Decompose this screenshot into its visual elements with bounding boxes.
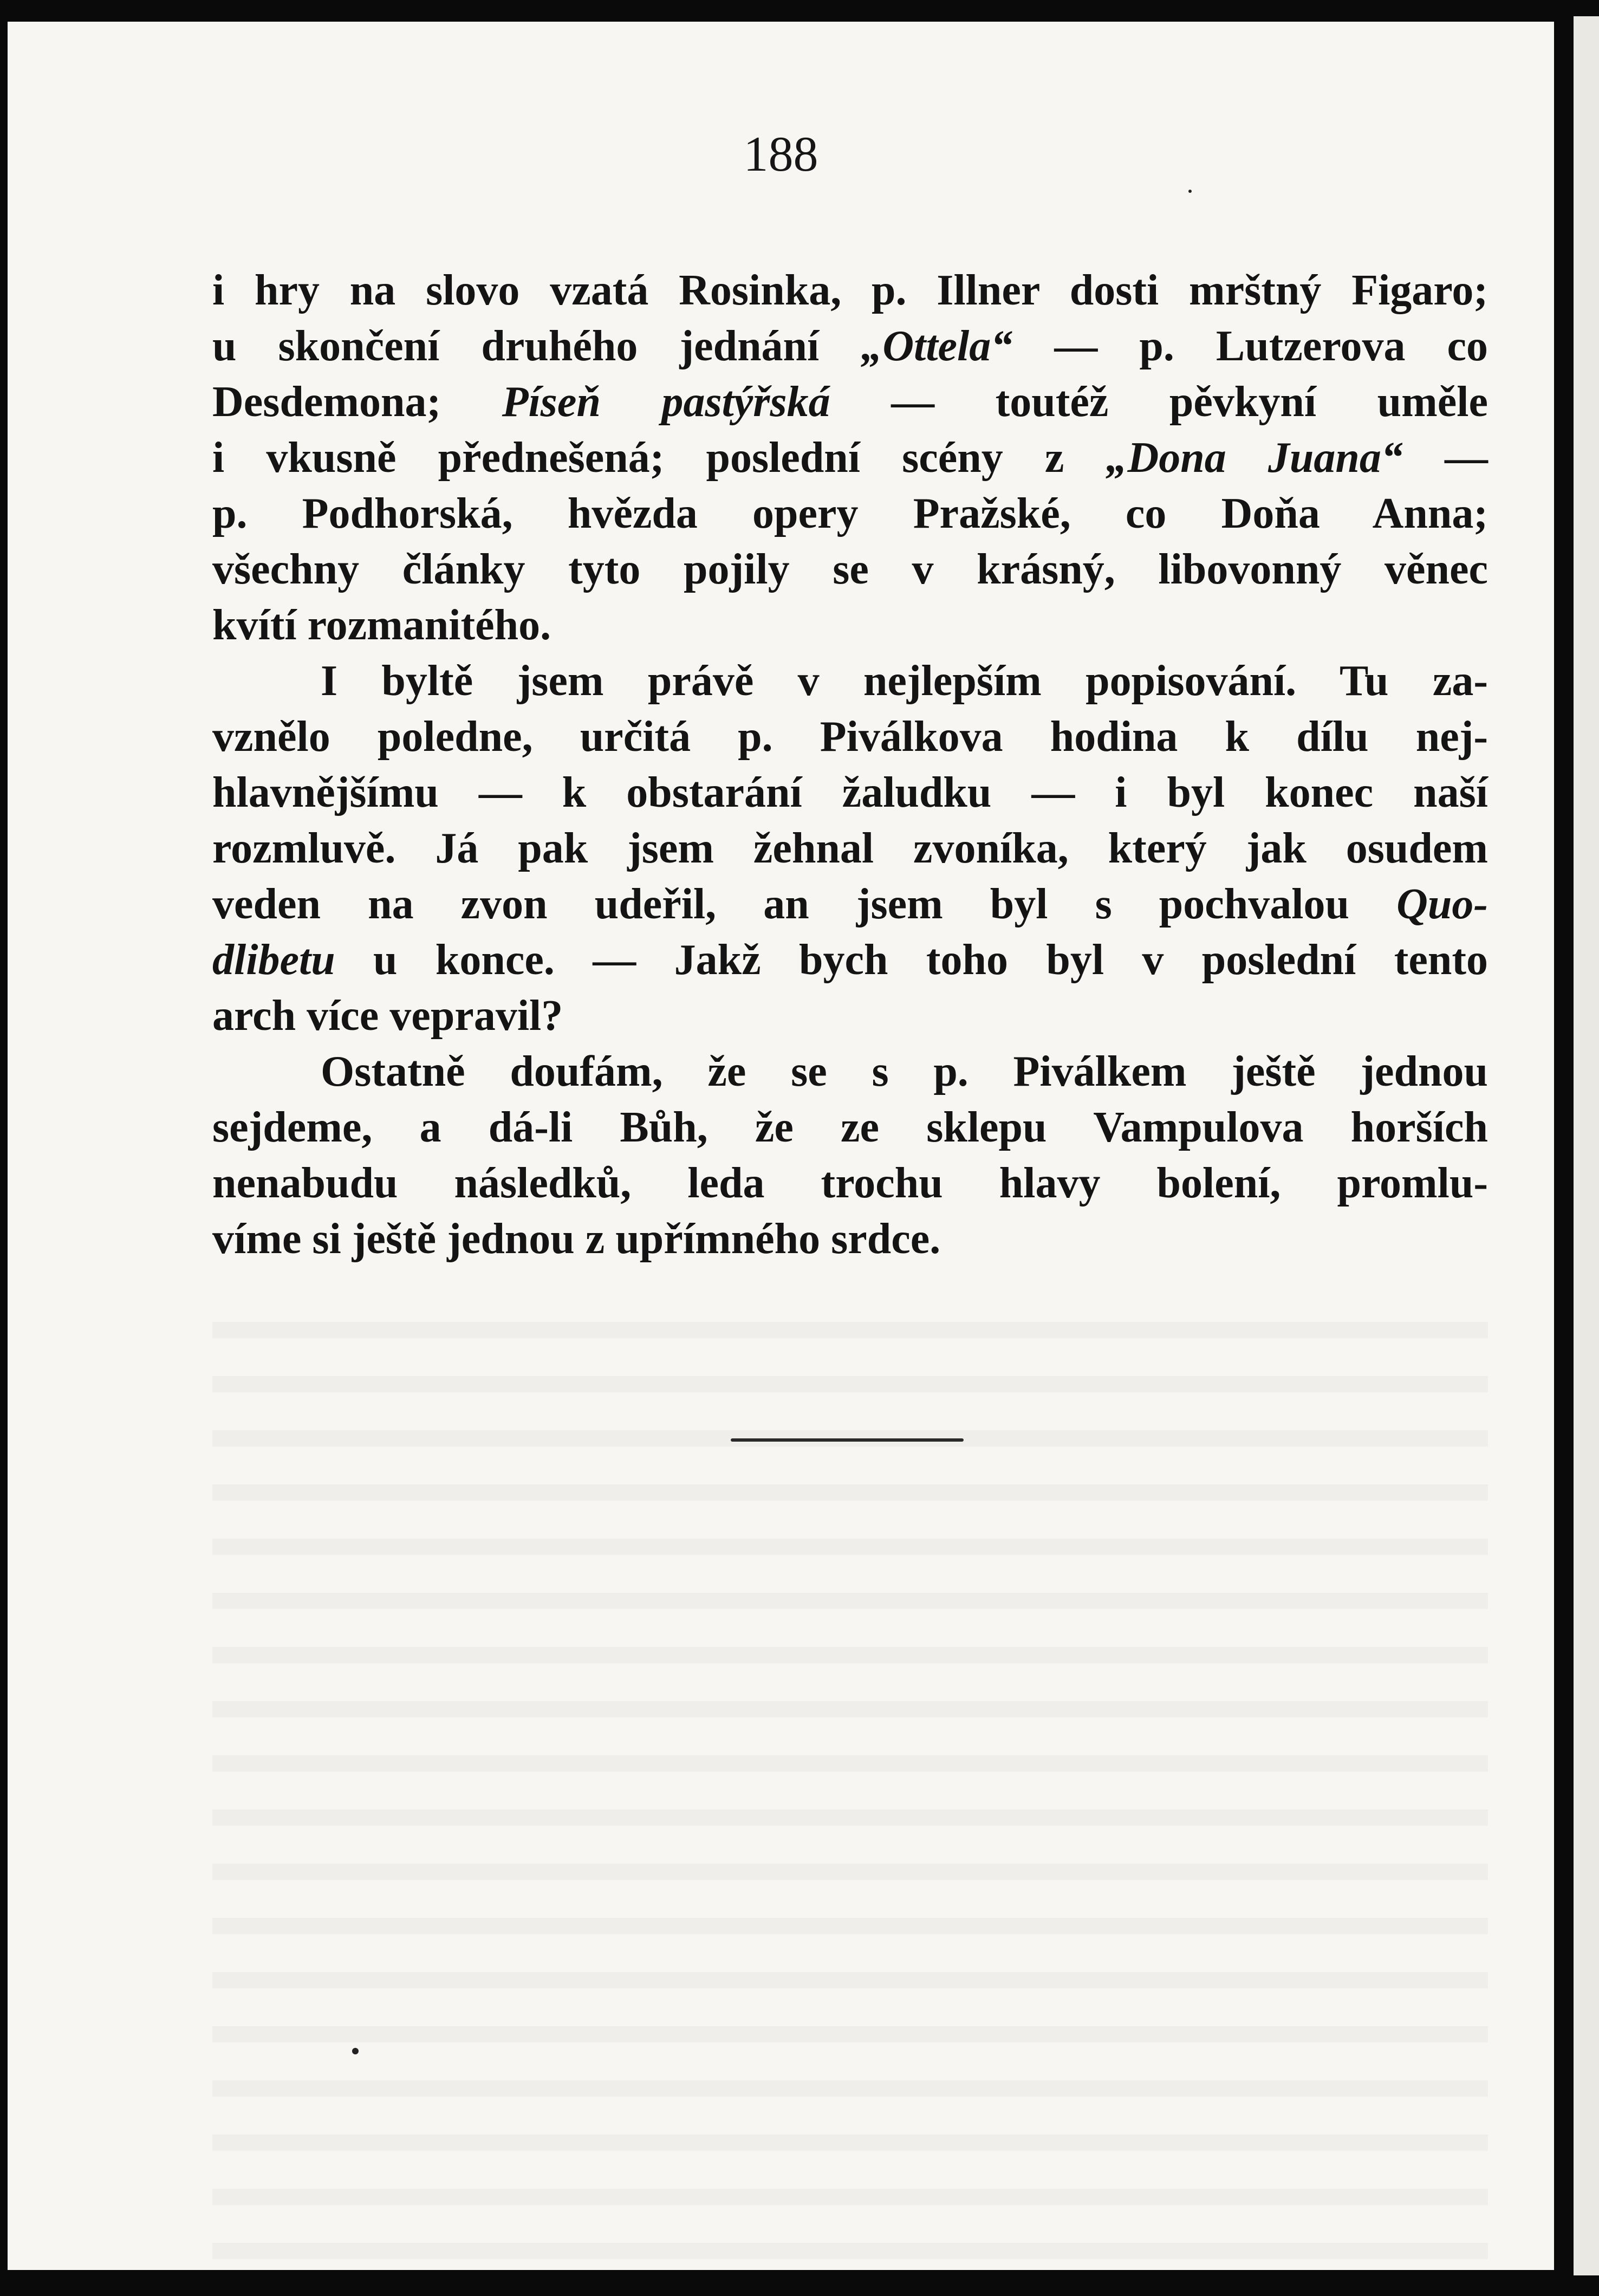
page-paper xyxy=(8,22,1554,2270)
paragraph xyxy=(212,263,1488,653)
italic-title: dlibetu xyxy=(212,936,335,984)
text-line: p. Podhorská, hvězda opery Pražské, co Doňa Anna; xyxy=(212,490,1488,537)
text-line: veden na zvon udeřil, an jsem byl s pochvalou Quo- xyxy=(212,880,1488,928)
text-line: Desdemona; Píseň pastýřská — toutéž pěvkyní uměle xyxy=(212,378,1488,426)
text-line: nenabudu následků, leda trochu hlavy bolení, promlu- xyxy=(212,1159,1488,1207)
adjacent-page-edge xyxy=(1574,16,1599,2275)
italic-title: Quo- xyxy=(1396,880,1488,928)
body-text xyxy=(212,263,1488,1267)
text-line: dlibetu u konce. — Jakž bych toho byl v poslední tento xyxy=(212,936,1488,984)
text-line: u skončení druhého jednání „Ottela“ — p. Lutzerova co xyxy=(212,322,1488,370)
italic-title: „Ottela“ xyxy=(861,322,1013,370)
italic-title: „Dona Juana“ xyxy=(1106,434,1403,482)
italic-title: Píseň pastýřská xyxy=(502,378,830,426)
paragraph xyxy=(212,653,1488,1044)
text-line: všechny články tyto pojily se v krásný, libovonný věnec xyxy=(212,546,1488,593)
text-line: hlavnějšímu — k obstarání žaludku — i byl konec naší xyxy=(212,769,1488,816)
text-line: kvítí rozmanitého. xyxy=(212,601,551,649)
text-line: i vkusně přednešená; poslední scény z „Dona Juana“ — xyxy=(212,434,1488,482)
text-line: Ostatně doufám, že se s p. Piválkem ještě jednou xyxy=(321,1048,1488,1095)
paragraph xyxy=(212,1044,1488,1267)
text-line: rozmluvě. Já pak jsem žehnal zvoníka, který jak osudem xyxy=(212,825,1488,872)
text-line: I byltě jsem právě v nejlepším popisování. Tu za- xyxy=(321,657,1488,705)
ink-speck xyxy=(352,2048,359,2054)
page-number: 188 xyxy=(743,126,818,181)
text-line: arch více vepravil? xyxy=(212,992,563,1040)
text-line: i hry na slovo vzatá Rosinka, p. Illner dosti mrštný Figaro; xyxy=(212,267,1488,314)
section-divider-rule xyxy=(731,1438,964,1442)
bleed-through-shadow xyxy=(212,1284,1488,2270)
text-line: sejdeme, a dá-li Bůh, že ze sklepu Vampulova horších xyxy=(212,1104,1488,1151)
text-line: vznělo poledne, určitá p. Piválkova hodina k dílu nej- xyxy=(212,713,1488,761)
text-line: víme si ještě jednou z upřímného srdce. xyxy=(212,1215,941,1263)
ink-speck xyxy=(1188,190,1192,193)
